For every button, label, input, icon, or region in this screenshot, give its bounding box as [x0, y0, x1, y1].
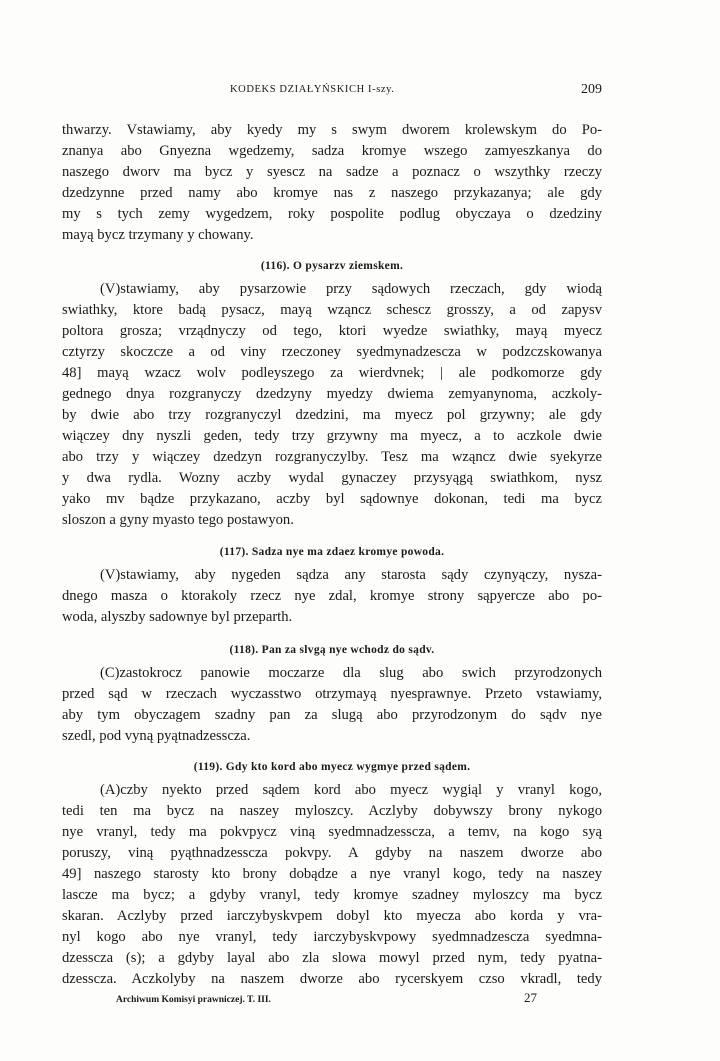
running-header — [62, 84, 602, 102]
text-line: (V)stawiamy, aby pysarzowie przy sądowych rzeczach, gdy wiodą — [100, 281, 602, 297]
text-line: nyl kogo abo nye vranyl, tedy iarczybyskvpowy syedmnadzescza syedmna- — [62, 929, 602, 945]
running-title: KODEKS DZIAŁYŃSKICH I-szy. — [230, 84, 395, 95]
text-line: 48] mayą wzacz wolv podleyszego za wierdvnek; | ale podkomorze gdy — [62, 365, 602, 381]
text-line: dnego masza o ktorakoly rzecz nye zdal, kromye strony sąpyercze abo po- — [62, 588, 602, 604]
text-line: wiączey dny nyszli geden, tedy trzy grzywny ma myecz, a to aczkole dwie — [62, 428, 602, 444]
text-line: mayą bycz trzymany y chowany. — [62, 227, 254, 243]
text-line: 49] naszego starosty kto brony dobądze a nye vranyl kogo, tedy na naszey — [62, 866, 602, 882]
section-heading-117: (117). Sadza nye ma zdaez kromye powoda. — [219, 546, 445, 558]
text-line: cztyrzy skoczcze a od viny rzeczoney syedmynadzescza w podzczskowanya — [62, 344, 602, 360]
section-heading-119: (119). Gdy kto kord abo myecz wygmye przed sądem. — [193, 761, 471, 773]
text-line: (A)czby nyekto przed sądem kord abo myecz wygiąl y vranyl kogo, — [100, 782, 602, 798]
text-line: tedi ten ma bycz na naszey myloszcy. Aczlyby dobywszy brony nykogo — [62, 803, 602, 819]
text-line: dzesscza (s); a gdyby layal abo zla slowa mowyl przed nym, tedy pyatna- — [62, 950, 602, 966]
text-line: (V)stawiamy, aby nygeden sądza any starosta sądy czynyączy, nysza- — [100, 567, 602, 583]
text-line: dzedzynne przed namy abo kromye nas z naszego przykazanya; ale gdy — [62, 185, 602, 201]
text-line: woda, alyszby sadownye byl przeparth. — [62, 609, 293, 625]
page-number: 209 — [581, 82, 602, 97]
text-line: yako mv bądze przykazano, aczby byl sądownye dokonan, tedi ma bycz — [62, 491, 602, 507]
text-line: szedl, pod vyną pyątnadzesscza. — [62, 728, 251, 744]
text-line: my s tych zemy wygedzem, roky pospolite podlug obyczaya o dzedziny — [62, 206, 602, 222]
section-heading-118: (118). Pan za slvgą nye wchodz do sądv. — [229, 644, 435, 656]
text-line: dzesscza. Aczkolyby na naszem dworze abo rycerskyem czso vkradl, tedy — [62, 971, 602, 987]
text-line: abo trzy y wiączey dzedzyn rozgranyczylby. Tesz ma wząncz dwie syekyrze — [62, 449, 602, 465]
section-heading-116: (116). O pysarzv ziemskem. — [260, 260, 404, 272]
text-line: gednego dnya rozgranyczy dzedzyny myedzy dwiema zemyanynoma, aczkoly- — [62, 386, 602, 402]
text-line: poltora grosza; vrządnyczy od tego, ktori wyedze swiathky, mayą myecz — [62, 323, 602, 339]
text-line: thwarzy. Vstawiamy, aby kyedy my s swym dworem krolewskym do Po- — [62, 122, 602, 138]
text-line: by dwie abo trzy rozgranyczyl dzedzini, ma myecz pol grzywny; ale gdy — [62, 407, 602, 423]
text-line: znanya abo Gnyezna wgedzemy, sadza kromye wszego zamyeszkanya do — [62, 143, 602, 159]
text-line: swiathky, ktore badą pysacz, mayą wząncz schescz grosszy, a od zapysv — [62, 302, 602, 318]
text-line: sloszon a gyny myasto tego postawyon. — [62, 512, 294, 528]
text-line: naszego dworv ma bycz y syescz na sadze a poznacz o wszythky rzeczy — [62, 164, 602, 180]
text-line: przed sąd w rzeczach wyczasstwo otrzymayą nyesprawnye. Przeto vstawiamy, — [62, 686, 602, 702]
signature-mark: 27 — [524, 990, 537, 1005]
text-line: lascze ma bycz; a gdyby vranyl, tedy kromye szadney myloszcy ma bycz — [62, 887, 602, 903]
text-line: nye vranyl, tedy ma pokvpycz viną syedmnadzesscza, a temv, na kogo syą — [62, 824, 602, 840]
text-line: poruszy, viną pyąthnadzesscza pokvpy. A gdyby na naszem dworze abo — [62, 845, 602, 861]
text-line: y dwa rydla. Wozny aczby wydal gynaczey przysyągą swiathkom, nysz — [62, 470, 602, 486]
text-line: skaran. Aczlyby przed iarczybyskvpem dobyl kto myecza abo korda y vra- — [62, 908, 602, 924]
text-line: (C)zastokrocz panowie moczarze dla slug abo swich przyrodzonych — [100, 665, 602, 681]
archive-footer: Archiwum Komisyi prawniczej. T. III. — [116, 995, 271, 1005]
text-line: aby tym obyczagem szadny pan za slugą abo przyrodzonym do sądv nye — [62, 707, 602, 723]
